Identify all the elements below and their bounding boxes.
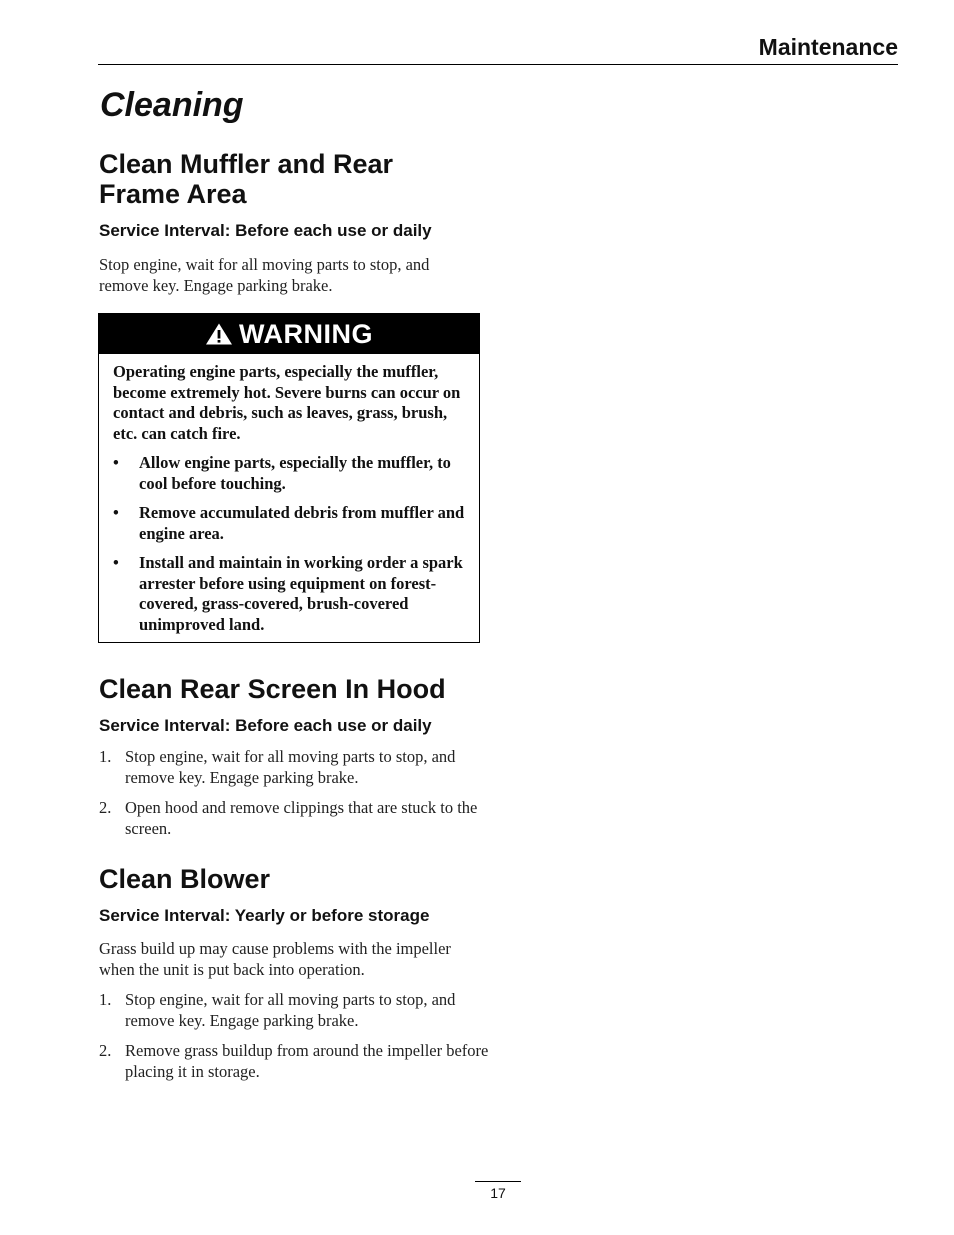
section-heading-blower: Clean Blower — [99, 864, 271, 894]
screen-steps — [99, 746, 489, 848]
warning-bullet-item: • Allow engine parts, especially the muffler, to cool before touching. — [113, 453, 451, 493]
warning-bullets — [113, 453, 467, 635]
section-blower — [99, 864, 486, 894]
warning-text: Operating engine parts, especially the muffler, become extremely hot. Severe burns can occur on contact and debris, such as leaves, grass, brush, etc. can catch fire. — [113, 362, 461, 443]
heading-line-2: Frame Area — [99, 179, 247, 209]
page-number: 17 — [490, 1185, 506, 1201]
section-screen — [99, 674, 486, 704]
list-item: 2. Remove grass buildup from around the impeller before placing it in storage. — [99, 1041, 489, 1081]
warning-header — [99, 314, 479, 354]
section-heading-muffler — [99, 149, 486, 209]
warning-body — [99, 354, 479, 635]
list-item: 1. Stop engine, wait for all moving parts to stop, and remove key. Engage parking brake. — [99, 747, 456, 787]
header-rule — [98, 64, 898, 65]
warning-label: WARNING — [239, 318, 373, 349]
warning-box — [98, 313, 480, 643]
footer-rule — [475, 1181, 521, 1182]
warning-triangle-icon — [205, 322, 233, 346]
warning-bullet-item: • Remove accumulated debris from muffler and engine area. — [113, 503, 465, 543]
service-interval-blower: Service Interval: Yearly or before storage — [99, 906, 430, 925]
blower-intro: Grass build up may cause problems with the impeller when the unit is put back into operation. — [99, 939, 451, 979]
service-interval-screen: Service Interval: Before each use or daily — [99, 716, 432, 735]
section-heading-screen: Clean Rear Screen In Hood — [99, 674, 446, 704]
blower-steps — [99, 989, 489, 1091]
warning-bullet-item: • Install and maintain in working order a spark arrester before using equipment on forest-covered, grass-covered, brush-covered unimproved land. — [113, 553, 463, 634]
running-header: Maintenance — [758, 34, 898, 60]
list-item: 1. Stop engine, wait for all moving parts to stop, and remove key. Engage parking brake. — [99, 990, 456, 1030]
service-interval-muffler: Service Interval: Before each use or daily — [99, 221, 432, 240]
muffler-intro: Stop engine, wait for all moving parts to stop, and remove key. Engage parking brake. — [99, 255, 430, 295]
section-muffler — [99, 149, 486, 209]
page-title: Cleaning — [100, 86, 244, 124]
list-item: 2. Open hood and remove clippings that are stuck to the screen. — [99, 798, 478, 838]
heading-line-1: Clean Muffler and Rear — [99, 149, 394, 179]
